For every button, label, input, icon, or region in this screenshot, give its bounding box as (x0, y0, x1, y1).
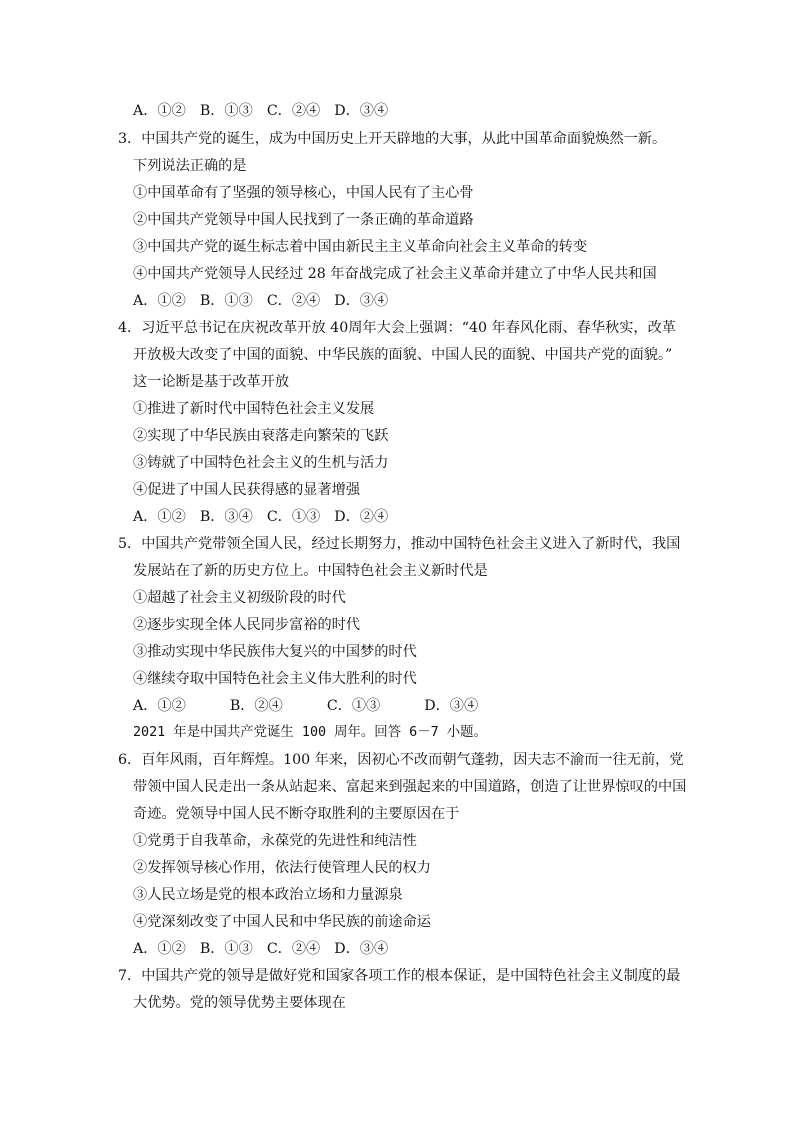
q4-stem-line: 开放极大改变了中国的面貌、中华民族的面貌、中国人民的面貌、中国共产党的面貌。” (133, 347, 673, 363)
q3-stem-line: 下列说法正确的是 (133, 158, 247, 174)
q5-item: ①超越了社会主义初级阶段的时代 (133, 590, 346, 606)
q3-item: ②中国共产党领导中国人民找到了一条正确的革命道路 (133, 212, 474, 228)
q6-item: ②发挥领导核心作用，依法行使管理人民的权力 (133, 860, 431, 876)
option-d: D．③④ (334, 941, 389, 957)
q5-item: ③推动实现中华民族伟大复兴的中国梦的时代 (133, 644, 417, 660)
section-intro: 2021 年是中国共产党诞生 100 周年。回答 6－7 小题。 (133, 725, 487, 740)
q4-item: ③铸就了中国特色社会主义的生机与活力 (133, 455, 389, 471)
q6-item: ④党深刻改变了中国人民和中华民族的前途命运 (133, 914, 431, 930)
option-a: A．①② (133, 103, 186, 119)
option-a: A．①② (133, 698, 186, 714)
q4-stem-line: 这一论断是基于改革开放 (133, 374, 290, 390)
option-c: C．②④ (266, 941, 321, 957)
q4-item: ①推进了新时代中国特色社会主义发展 (133, 401, 375, 417)
option-b: B．①③ (199, 103, 253, 119)
option-b: B．③④ (199, 509, 253, 525)
q3-options (133, 292, 402, 310)
q6-item: ①党勇于自我革命，永葆党的先进性和纯洁性 (133, 833, 417, 849)
q5-item: ②逐步实现全体人民同步富裕的时代 (133, 617, 361, 633)
option-c: C．①③ (266, 509, 321, 525)
q4-options (133, 508, 402, 526)
option-a: A．①② (133, 293, 186, 309)
q3-item: ④中国共产党领导人民经过 28 年奋战完成了社会主义革命并建立了中华人民共和国 (133, 266, 657, 282)
q6-stem-line: 6．百年风雨，百年辉煌。100 年来，因初心不改而朝气蓬勃，因夫志不渝而一往无前，党 (118, 752, 684, 768)
option-c: C．②④ (266, 293, 321, 309)
q3-stem-line: 3．中国共产党的诞生，成为中国历史上开天辟地的大事，从此中国革命面貌焕然一新。 (118, 131, 667, 147)
q4-item: ④促进了中国人民获得感的显著增强 (133, 482, 361, 498)
q7-stem-line: 7．中国共产党的领导是做好党和国家各项工作的根本保证，是中国特色社会主义制度的最 (118, 968, 681, 984)
q5-stem-line: 发展站在了新的历史方位上。中国特色社会主义新时代是 (133, 563, 488, 579)
option-a: A．①② (133, 509, 186, 525)
option-d: D．②④ (334, 509, 389, 525)
q5-options (133, 697, 522, 715)
q4-stem-line: 4．习近平总书记在庆祝改革开放 40周年大会上强调：“40 年春风化雨、春华秋实，改革 (118, 320, 676, 336)
q4-item: ②实现了中华民族由衰落走向繁荣的飞跃 (133, 428, 389, 444)
option-d: D．③④ (334, 103, 389, 119)
option-d: D．③④ (334, 293, 389, 309)
q3-item: ①中国革命有了坚强的领导核心，中国人民有了主心骨 (133, 185, 474, 201)
q6-options (133, 940, 402, 958)
option-b: B．①③ (199, 941, 253, 957)
q5-stem-line: 5．中国共产党带领全国人民，经过长期努力，推动中国特色社会主义进入了新时代，我国 (118, 536, 681, 552)
q5-item: ④继续夺取中国特色社会主义伟大胜利的时代 (133, 671, 417, 687)
q6-item: ③人民立场是党的根本政治立场和力量源泉 (133, 887, 403, 903)
q7-stem-line: 大优势。党的领导优势主要体现在 (133, 995, 346, 1011)
q2-options (133, 102, 402, 120)
option-b: B．②④ (229, 698, 283, 714)
option-c: C．②④ (266, 103, 321, 119)
option-a: A．①② (133, 941, 186, 957)
option-c: C．①③ (326, 698, 381, 714)
option-b: B．①③ (199, 293, 253, 309)
q3-item: ③中国共产党的诞生标志着中国由新民主主义革命向社会主义革命的转变 (133, 239, 588, 255)
option-d: D．③④ (424, 698, 479, 714)
q6-stem-line: 带领中国人民走出一条从站起来、富起来到强起来的中国道路，创造了让世界惊叹的中国 (133, 779, 687, 795)
q6-stem-line: 奇迹。党领导中国人民不断夺取胜利的主要原因在于 (133, 806, 460, 822)
